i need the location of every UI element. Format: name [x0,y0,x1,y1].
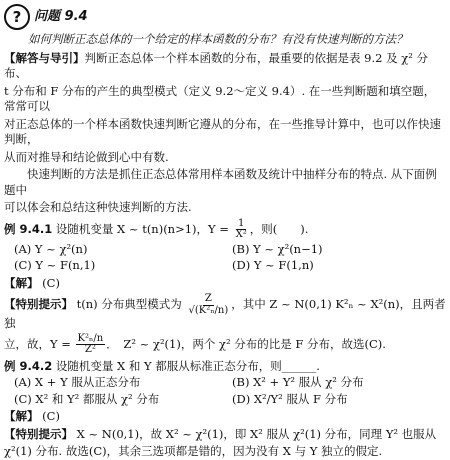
question-header [4,0,446,34]
answer-intro-line-4: 从而对推导和结论做到心中有数. [4,149,169,164]
example-2-stem: 例 9.4.2 设随机变量 X 和 Y 都服从标准正态分布，则______. [4,358,320,373]
example-2-hint-line-1: 【特别提示】 X ~ N(0,1)，故 X² ~ χ²(1)，即 X² 服从 χ²(1) 分布，同理 Y² 也服从 [4,426,437,441]
example-2-option-d: (D) X²/Y² 服从 F 分布 [232,391,348,406]
example-1-hint-line-1: 【特别提示】 t(n) 分布典型模式为 $\frac{Z}{\text{√(K²ₙ/n)}}$ ，其中 Z ~ N(0,1) K²ₙ ~ X²(n)，且两者独 [4,293,446,331]
example-1-options-row-2 [10,258,446,274]
answer-intro-tag: 【解答与导引】 [4,50,85,65]
example-1-stem: 例 9.4.1 设随机变量 X ~ t(n)(n>1)，Y = $\frac{1}{\text{X²}}$ ，则( ). [4,217,309,241]
question-title: 问题 9.4 [34,9,88,25]
example-2-answer: 【解】 (C) [4,409,60,424]
example-1-hint-tag: 【特别提示】 [4,297,73,312]
example-1-title: 例 9.4.1 [4,221,53,236]
example-2-title: 例 9.4.2 [4,358,53,373]
example-1-option-d: (D) Y ~ F(1,n) [232,258,314,273]
example-1-hint-fraction-2: $\frac{\text{K²ₙ/n}}{\text{Z²}}$ [77,332,104,356]
answer-intro-line-2: t 分布和 F 分布的产生的典型模式（定义 9.2～定义 9.4）. 在一些判断题和填空题，常常可以 [4,83,436,114]
example-1-hint-fraction: $\frac{Z}{\text{√(K²ₙ/n)}}$ [188,293,229,316]
example-2-option-b: (B) X² + Y² 服从 χ² 分布 [232,375,364,390]
example-1-option-c: (C) Y ~ F(n,1) [14,258,96,273]
answer-intro-line-6: 可以体会和总结这种快速判断的方法. [4,200,192,215]
example-1-options-row-1 [10,242,446,258]
example-2-option-c: (C) X² 和 Y² 都服从 χ² 分布 [14,391,160,406]
example-1-option-a: (A) Y ~ χ²(n) [14,241,88,256]
example-1-option-b: (B) Y ~ χ²(n−1) [232,241,323,256]
example-1-fraction: $\frac{1}{\text{X²}}$ [235,217,247,241]
question-mark-icon: ? [4,4,30,30]
question-text: 如何判断正态总体的一个给定的样本函数的分布？有没有快速判断的方法？ [28,32,408,46]
example-2-hint-tag: 【特别提示】 [4,426,73,441]
example-2-option-a: (A) X + Y 服从正态分布 [14,375,141,390]
example-1-answer: 【解】 (C) [4,275,60,290]
answer-intro-line-5: 快速判断的方法是抓住正态总体常用样本函数及统计中抽样分布的特点. 从下面例题中 [4,167,437,197]
answer-intro-line-1: 【解答与导引】判断正态总体一个样本函数的分布，最重要的依据是表 9.2 及 χ² 分布、 [4,50,428,81]
example-2-options-row-1 [10,375,446,391]
answer-intro-line-3: 对正态总体的一个样本函数快速判断它遵从的分布，在一些推导计算中，也可以作快速判断， [4,116,441,147]
example-2-hint-line-2: χ²(1) 分布. 故选(C)，其余三选项都是错的，因为没有 X 与 Y 独立的假定. [4,444,383,459]
example-1-hint-line-2: 立，故，Y = $\frac{\text{K²ₙ/n}}{\text{Z²}}$ ． Z² ~ χ²(1)，两个 χ² 分布的比是 F 分布，故选(C). [4,332,386,356]
